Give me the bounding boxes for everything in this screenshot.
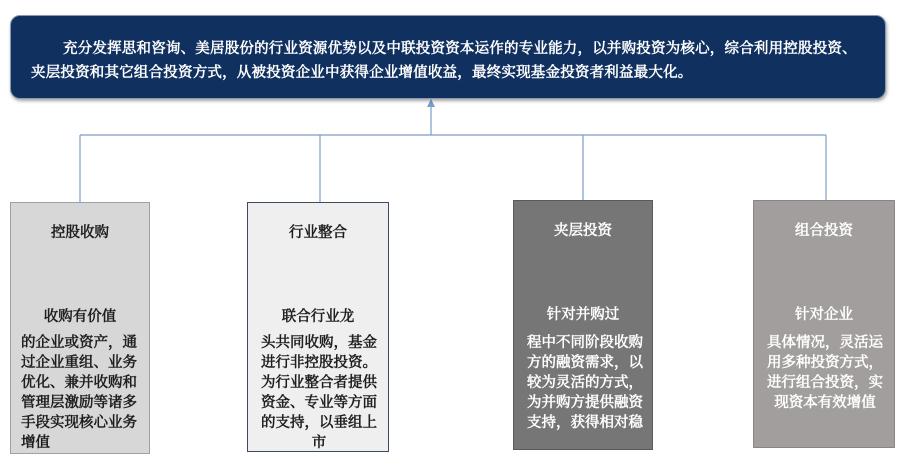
card-industry-integration <box>247 202 389 452</box>
card-title: 控股收购 <box>51 225 109 241</box>
card-lead-text: 收购有价值 <box>43 309 117 325</box>
card-lead-text: 针对并购过 <box>546 307 620 323</box>
card-portfolio-investment <box>753 200 895 448</box>
card-lead-text: 针对企业 <box>795 307 853 323</box>
card-body-text: 的企业或资产，通过企业重组、业务优化、兼并收购和管理层激励等诸多手段实现核心业务增值 <box>21 335 137 451</box>
card-title: 行业整合 <box>289 225 347 241</box>
card-body-text: 具体情况，灵活运用多种投资方式，进行组合投资，实现资本有效增值 <box>767 335 883 411</box>
card-title: 组合投资 <box>795 223 853 239</box>
card-body-text: 头共同收购，基金进行非控股投资。为行业整合者提供资金、专业等方面的支持，以垂组上市 <box>261 335 377 451</box>
card-title: 夹层投资 <box>554 223 612 239</box>
card-mezzanine-investment <box>513 200 653 450</box>
trunk-arrowhead <box>427 99 435 107</box>
card-lead-text: 联合行业龙 <box>281 309 355 325</box>
strategy-banner: 充分发挥思和咨询、美居股份的行业资源优势以及中联投资资本运作的专业能力，以并购投资为核心，综合利用控股投资、夹层投资和其它组合投资方式，从被投资企业中获得企业增值收益，最终实现基金投资者利益最大化。 <box>10 15 886 99</box>
card-controlling-acquisition <box>10 202 150 454</box>
card-body-text: 程中不同阶段收购方的融资需求，以较为灵活的方式，为并购方提供融资支持，获得相对稳 <box>527 335 643 431</box>
